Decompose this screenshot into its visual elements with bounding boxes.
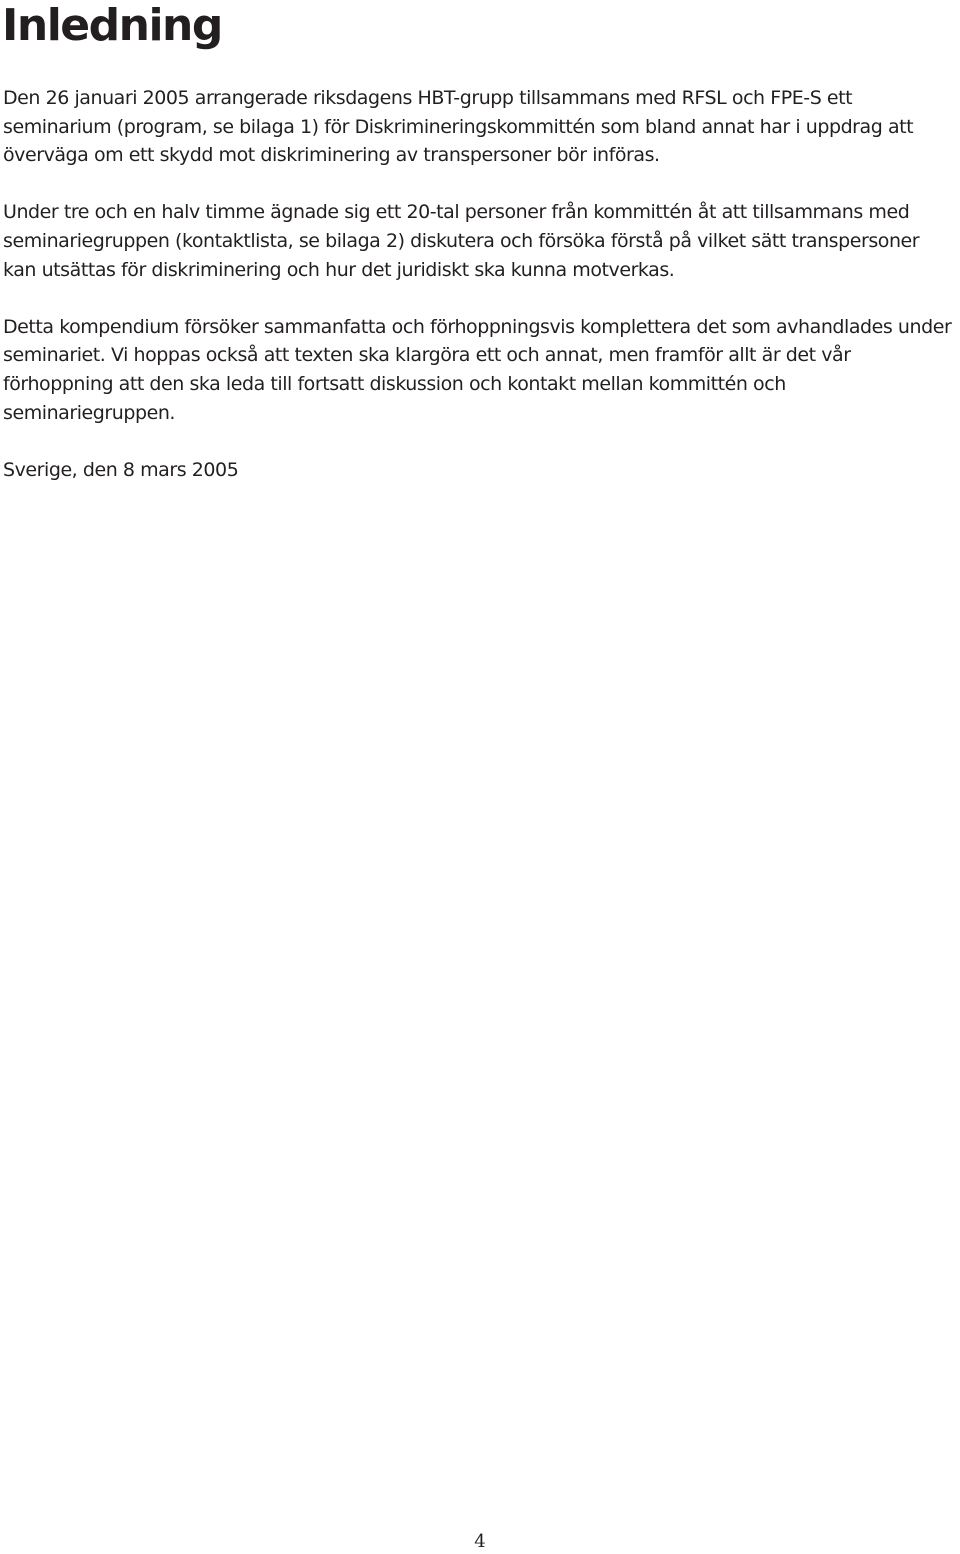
paragraph-intro: Den 26 januari 2005 arrangerade riksdagens HBT-grupp tillsammans med RFSL och FPE-S ett seminarium (program, se bilaga 1) för Diskrimineringskommittén som bland annat har i uppdrag att överväga om ett skydd mot diskriminering av transpersoner bör införas. — [3, 87, 914, 167]
document-body — [3, 84, 955, 513]
page-title: Inledning — [2, 0, 222, 51]
paragraph-compendium: Detta kompendium försöker sammanfatta och förhoppningsvis komplettera det som avhandlades under seminariet. Vi hoppas också att texten ska klargöra ett och annat, men framför allt är det vår förhoppning att den ska leda till fortsatt diskussion och kontakt mellan kommittén och seminariegruppen. — [3, 315, 952, 424]
page-number: 4 — [474, 1531, 486, 1552]
dateline: Sverige, den 8 mars 2005 — [3, 458, 239, 481]
paragraph-seminar: Under tre och en halv timme ägnade sig ett 20-tal personer från kommittén åt att tillsammans med seminariegruppen (kontaktlista, se bilaga 2) diskutera och försöka förstå på vilket sätt transpersoner kan utsättas för diskriminering och hur det juridiskt ska kunna motverkas. — [3, 201, 920, 281]
